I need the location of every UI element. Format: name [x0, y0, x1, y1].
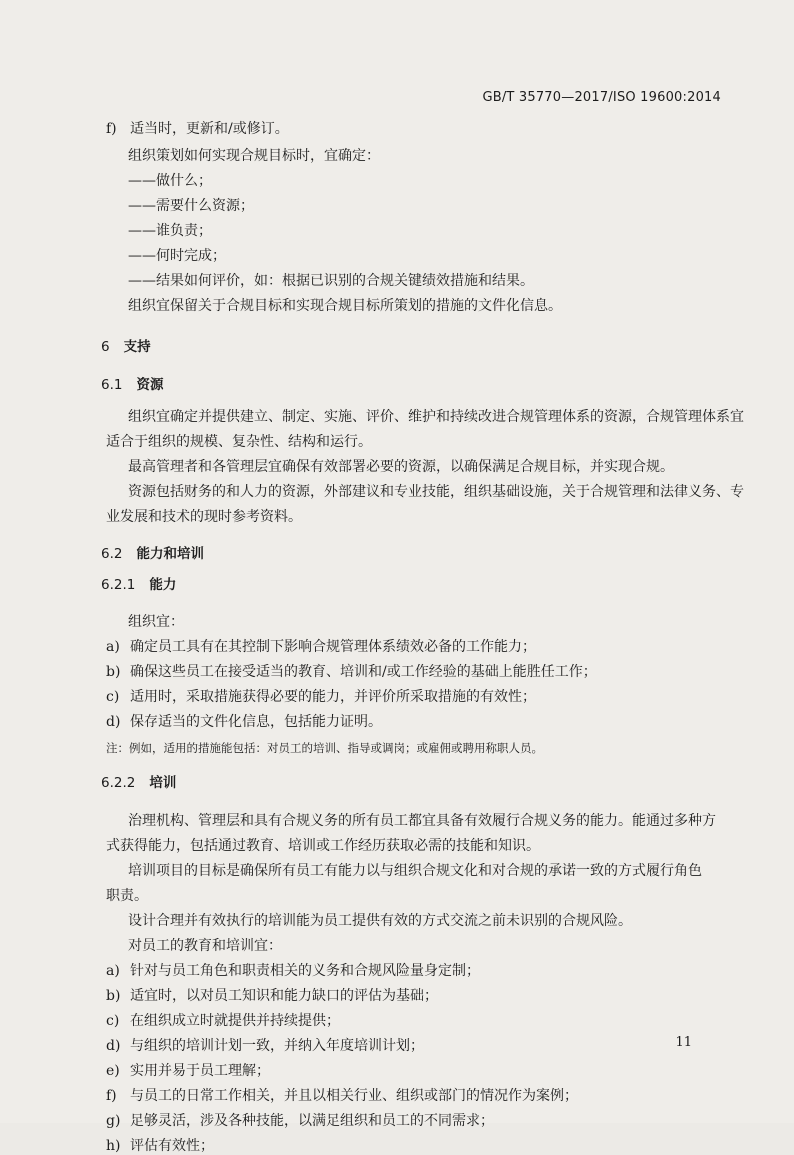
list-text: 保存适当的文件化信息，包括能力证明。	[130, 714, 382, 730]
list-label: a)	[106, 639, 120, 655]
list-item	[106, 1010, 340, 1030]
list-item	[106, 1085, 578, 1105]
dash-item: ——需要什么资源；	[128, 198, 254, 214]
section-number: 6	[101, 339, 110, 355]
paragraph: 对员工的教育和培训宜：	[128, 938, 282, 954]
section-title: 支持	[123, 339, 151, 355]
section-heading	[101, 335, 151, 355]
dash-item: ——何时完成；	[128, 248, 226, 264]
list-label: b)	[106, 988, 121, 1004]
section-title: 培训	[149, 775, 177, 791]
page-number: 11	[675, 1035, 692, 1050]
section-number: 6.2.2	[101, 775, 136, 791]
paragraph: 最高管理者和各管理层宜确保有效部署必要的资源，以确保满足合规目标，并实现合规。	[128, 459, 674, 475]
list-text: 评估有效性；	[130, 1138, 214, 1154]
list-item-f	[106, 118, 289, 138]
paragraph: 式获得能力，包括通过教育、培训或工作经历获取必需的技能和知识。	[106, 838, 540, 854]
paragraph: 职责。	[106, 888, 148, 904]
paragraph: 组织宜：	[128, 614, 184, 630]
list-label: g)	[106, 1113, 121, 1129]
list-label: c)	[106, 689, 120, 705]
paragraph: 资源包括财务的和人力的资源，外部建议和专业技能，组织基础设施，关于合规管理和法律义务、专	[128, 484, 744, 500]
list-label: f)	[106, 1088, 117, 1104]
list-label: c)	[106, 1013, 120, 1029]
paragraph: 设计合理并有效执行的培训能为员工提供有效的方式交流之前未识别的合规风险。	[128, 913, 632, 929]
list-item	[106, 1135, 214, 1155]
section-heading	[101, 771, 176, 791]
list-label: f)	[106, 121, 117, 137]
list-item	[106, 636, 536, 656]
paragraph: 组织策划如何实现合规目标时，宜确定：	[128, 148, 380, 164]
section-title: 能力和培训	[136, 546, 204, 562]
list-text: 与组织的培训计划一致，并纳入年度培训计划；	[130, 1038, 424, 1054]
list-text: 与员工的日常工作相关，并且以相关行业、组织或部门的情况作为案例；	[130, 1088, 578, 1104]
section-number: 6.2	[101, 546, 123, 562]
list-label: d)	[106, 714, 121, 730]
section-number: 6.2.1	[101, 577, 136, 593]
list-label: h)	[106, 1138, 121, 1154]
list-text: 在组织成立时就提供并持续提供；	[130, 1013, 340, 1029]
list-label: d)	[106, 1038, 121, 1054]
list-item	[106, 1035, 424, 1055]
list-text: 适宜时，以对员工知识和能力缺口的评估为基础；	[130, 988, 438, 1004]
list-item	[106, 960, 480, 980]
standard-number: GB/T 35770—2017/ISO 19600:2014	[482, 90, 721, 105]
list-text: 足够灵活，涉及各种技能，以满足组织和员工的不同需求；	[130, 1113, 494, 1129]
list-item	[106, 1060, 270, 1080]
list-text: 确保这些员工在接受适当的教育、培训和/或工作经验的基础上能胜任工作；	[130, 664, 597, 680]
list-label: b)	[106, 664, 121, 680]
list-label: e)	[106, 1063, 120, 1079]
list-text: 适当时，更新和/或修订。	[130, 121, 289, 137]
section-heading	[101, 373, 163, 393]
note: 注：例如，适用的措施能包括：对员工的培训、指导或调岗；或雇佣或聘用称职人员。	[106, 741, 543, 755]
list-text: 适用时，采取措施获得必要的能力，并评价所采取措施的有效性；	[130, 689, 536, 705]
list-text: 实用并易于员工理解；	[130, 1063, 270, 1079]
paragraph: 适合于组织的规模、复杂性、结构和运行。	[106, 434, 372, 450]
dash-item: ——做什么；	[128, 173, 212, 189]
list-item	[106, 686, 536, 706]
list-text: 确定员工具有在其控制下影响合规管理体系绩效必备的工作能力；	[130, 639, 536, 655]
section-title: 能力	[149, 577, 177, 593]
list-item	[106, 985, 438, 1005]
list-label: a)	[106, 963, 120, 979]
paragraph: 组织宜确定并提供建立、制定、实施、评价、维护和持续改进合规管理体系的资源，合规管理体系宜	[128, 409, 744, 425]
section-number: 6.1	[101, 377, 123, 393]
paragraph: 治理机构、管理层和具有合规义务的所有员工都宜具备有效履行合规义务的能力。能通过多种方	[128, 813, 716, 829]
paragraph: 组织宜保留关于合规目标和实现合规目标所策划的措施的文件化信息。	[128, 298, 562, 314]
list-text: 针对与员工角色和职责相关的义务和合规风险量身定制；	[130, 963, 480, 979]
dash-item: ——结果如何评价，如：根据已识别的合规关键绩效措施和结果。	[128, 273, 534, 289]
list-item	[106, 711, 382, 731]
section-heading	[101, 573, 176, 593]
paragraph: 培训项目的目标是确保所有员工有能力以与组织合规文化和对合规的承诺一致的方式履行角色	[128, 863, 702, 879]
list-item	[106, 1110, 494, 1130]
section-title: 资源	[136, 377, 164, 393]
paragraph: 业发展和技术的现时参考资料。	[106, 509, 302, 525]
list-item	[106, 661, 597, 681]
dash-item: ——谁负责；	[128, 223, 212, 239]
section-heading	[101, 542, 204, 562]
